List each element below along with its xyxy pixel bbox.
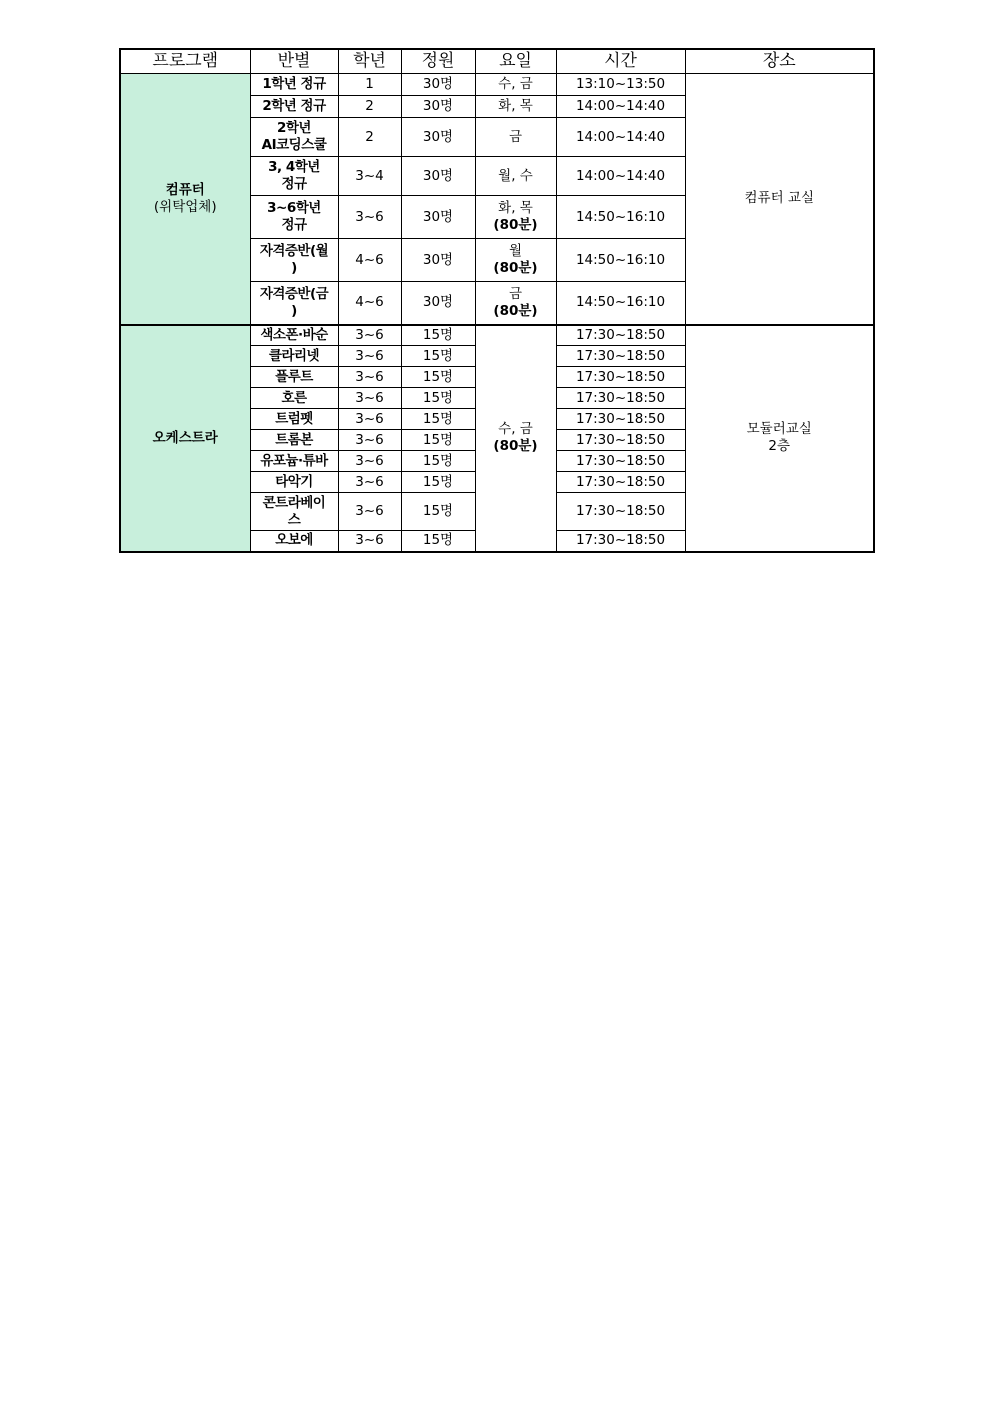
class-cell: 오보에	[250, 531, 338, 552]
header-time: 시간	[556, 49, 685, 74]
day-cell: 월, 수	[475, 157, 556, 196]
grade-cell: 3~6	[338, 196, 401, 239]
time-cell: 14:50~16:10	[556, 282, 685, 325]
day-cell: 수, 금	[475, 74, 556, 96]
program-orchestra: 오케스트라	[120, 325, 250, 552]
class-cell: 색소폰·바순	[250, 325, 338, 346]
grade-cell: 4~6	[338, 282, 401, 325]
time-cell: 17:30~18:50	[556, 409, 685, 430]
grade-cell: 3~6	[338, 409, 401, 430]
table-row	[120, 325, 874, 346]
day-cell	[475, 239, 556, 282]
grade-cell: 3~6	[338, 430, 401, 451]
capacity-cell: 15명	[401, 472, 475, 493]
class-cell	[250, 118, 338, 157]
time-cell: 17:30~18:50	[556, 367, 685, 388]
grade-cell: 1	[338, 74, 401, 96]
capacity-cell: 30명	[401, 196, 475, 239]
day-orchestra	[475, 325, 556, 552]
class-cell	[250, 282, 338, 325]
capacity-cell: 15명	[401, 367, 475, 388]
time-cell: 14:00~14:40	[556, 96, 685, 118]
class-line-2: 정규	[281, 217, 307, 233]
class-cell	[250, 157, 338, 196]
class-cell: 1학년 정규	[250, 74, 338, 96]
grade-cell: 3~6	[338, 388, 401, 409]
grade-cell: 3~6	[338, 451, 401, 472]
class-line-2: )	[291, 260, 297, 276]
class-cell: 플루트	[250, 367, 338, 388]
grade-cell: 2	[338, 118, 401, 157]
grade-cell: 2	[338, 96, 401, 118]
day-cell	[475, 196, 556, 239]
class-cell: 타악기	[250, 472, 338, 493]
capacity-cell: 30명	[401, 157, 475, 196]
class-line-2: )	[291, 302, 297, 319]
location-line-1: 모듈러교실	[746, 421, 812, 437]
class-line-2: AI코딩스쿨	[261, 137, 327, 153]
class-line-1: 3, 4학년	[268, 159, 320, 175]
day-line-1: 수, 금	[498, 421, 533, 437]
day-cell	[475, 282, 556, 325]
table-row	[120, 74, 874, 96]
day-cell: 화, 목	[475, 96, 556, 118]
time-cell: 17:30~18:50	[556, 325, 685, 346]
capacity-cell: 15명	[401, 451, 475, 472]
class-line-2: 스	[287, 511, 301, 528]
header-grade: 학년	[338, 49, 401, 74]
header-class: 반별	[250, 49, 338, 74]
class-cell: 유포늄·튜바	[250, 451, 338, 472]
class-cell	[250, 493, 338, 531]
capacity-cell: 15명	[401, 346, 475, 367]
grade-cell: 3~6	[338, 493, 401, 531]
class-cell: 클라리넷	[250, 346, 338, 367]
day-line-1: 금	[508, 285, 523, 302]
class-cell: 2학년 정규	[250, 96, 338, 118]
class-line-1: 2학년	[277, 120, 311, 136]
time-cell: 13:10~13:50	[556, 74, 685, 96]
grade-cell: 3~6	[338, 367, 401, 388]
class-cell	[250, 239, 338, 282]
header-program: 프로그램	[120, 49, 250, 74]
header-location: 장소	[685, 49, 874, 74]
location-computer: 컴퓨터 교실	[685, 74, 874, 325]
capacity-cell: 15명	[401, 493, 475, 531]
time-cell: 17:30~18:50	[556, 472, 685, 493]
grade-cell: 4~6	[338, 239, 401, 282]
capacity-cell: 15명	[401, 430, 475, 451]
schedule-table	[119, 48, 875, 553]
capacity-cell: 15명	[401, 325, 475, 346]
capacity-cell: 30명	[401, 239, 475, 282]
class-line-1: 자격증반(금	[259, 285, 329, 302]
class-cell: 호른	[250, 388, 338, 409]
class-cell: 트롬본	[250, 430, 338, 451]
capacity-cell: 15명	[401, 531, 475, 552]
time-cell: 14:00~14:40	[556, 157, 685, 196]
day-line-2: (80분)	[493, 438, 538, 454]
class-line-2: 정규	[281, 176, 307, 192]
grade-cell: 3~6	[338, 531, 401, 552]
capacity-cell: 30명	[401, 74, 475, 96]
day-line-2: (80분)	[493, 217, 538, 233]
day-cell: 금	[475, 118, 556, 157]
time-cell: 17:30~18:50	[556, 531, 685, 552]
header-capacity: 정원	[401, 49, 475, 74]
time-cell: 14:50~16:10	[556, 239, 685, 282]
day-line-2: (80분)	[493, 302, 538, 319]
day-line-1: 월	[508, 243, 523, 259]
class-line-1: 3~6학년	[267, 200, 321, 216]
class-line-1: 자격증반(월	[259, 243, 329, 259]
header-row	[120, 49, 874, 74]
capacity-cell: 15명	[401, 388, 475, 409]
time-cell: 17:30~18:50	[556, 493, 685, 531]
program-computer	[120, 74, 250, 325]
class-line-1: 콘트라베이	[262, 494, 326, 511]
time-cell: 14:50~16:10	[556, 196, 685, 239]
day-line-1: 화, 목	[498, 200, 533, 216]
class-cell	[250, 196, 338, 239]
grade-cell: 3~6	[338, 325, 401, 346]
time-cell: 17:30~18:50	[556, 451, 685, 472]
location-orchestra	[685, 325, 874, 552]
header-day: 요일	[475, 49, 556, 74]
time-cell: 17:30~18:50	[556, 430, 685, 451]
time-cell: 17:30~18:50	[556, 388, 685, 409]
capacity-cell: 30명	[401, 96, 475, 118]
grade-cell: 3~4	[338, 157, 401, 196]
time-cell: 17:30~18:50	[556, 346, 685, 367]
grade-cell: 3~6	[338, 472, 401, 493]
grade-cell: 3~6	[338, 346, 401, 367]
capacity-cell: 15명	[401, 409, 475, 430]
capacity-cell: 30명	[401, 282, 475, 325]
time-cell: 14:00~14:40	[556, 118, 685, 157]
location-line-2: 2층	[768, 438, 791, 454]
program-name: 컴퓨터	[165, 181, 205, 198]
class-cell: 트럼펫	[250, 409, 338, 430]
program-sub: (위탁업체)	[153, 198, 217, 215]
capacity-cell: 30명	[401, 118, 475, 157]
day-line-2: (80분)	[493, 260, 538, 276]
